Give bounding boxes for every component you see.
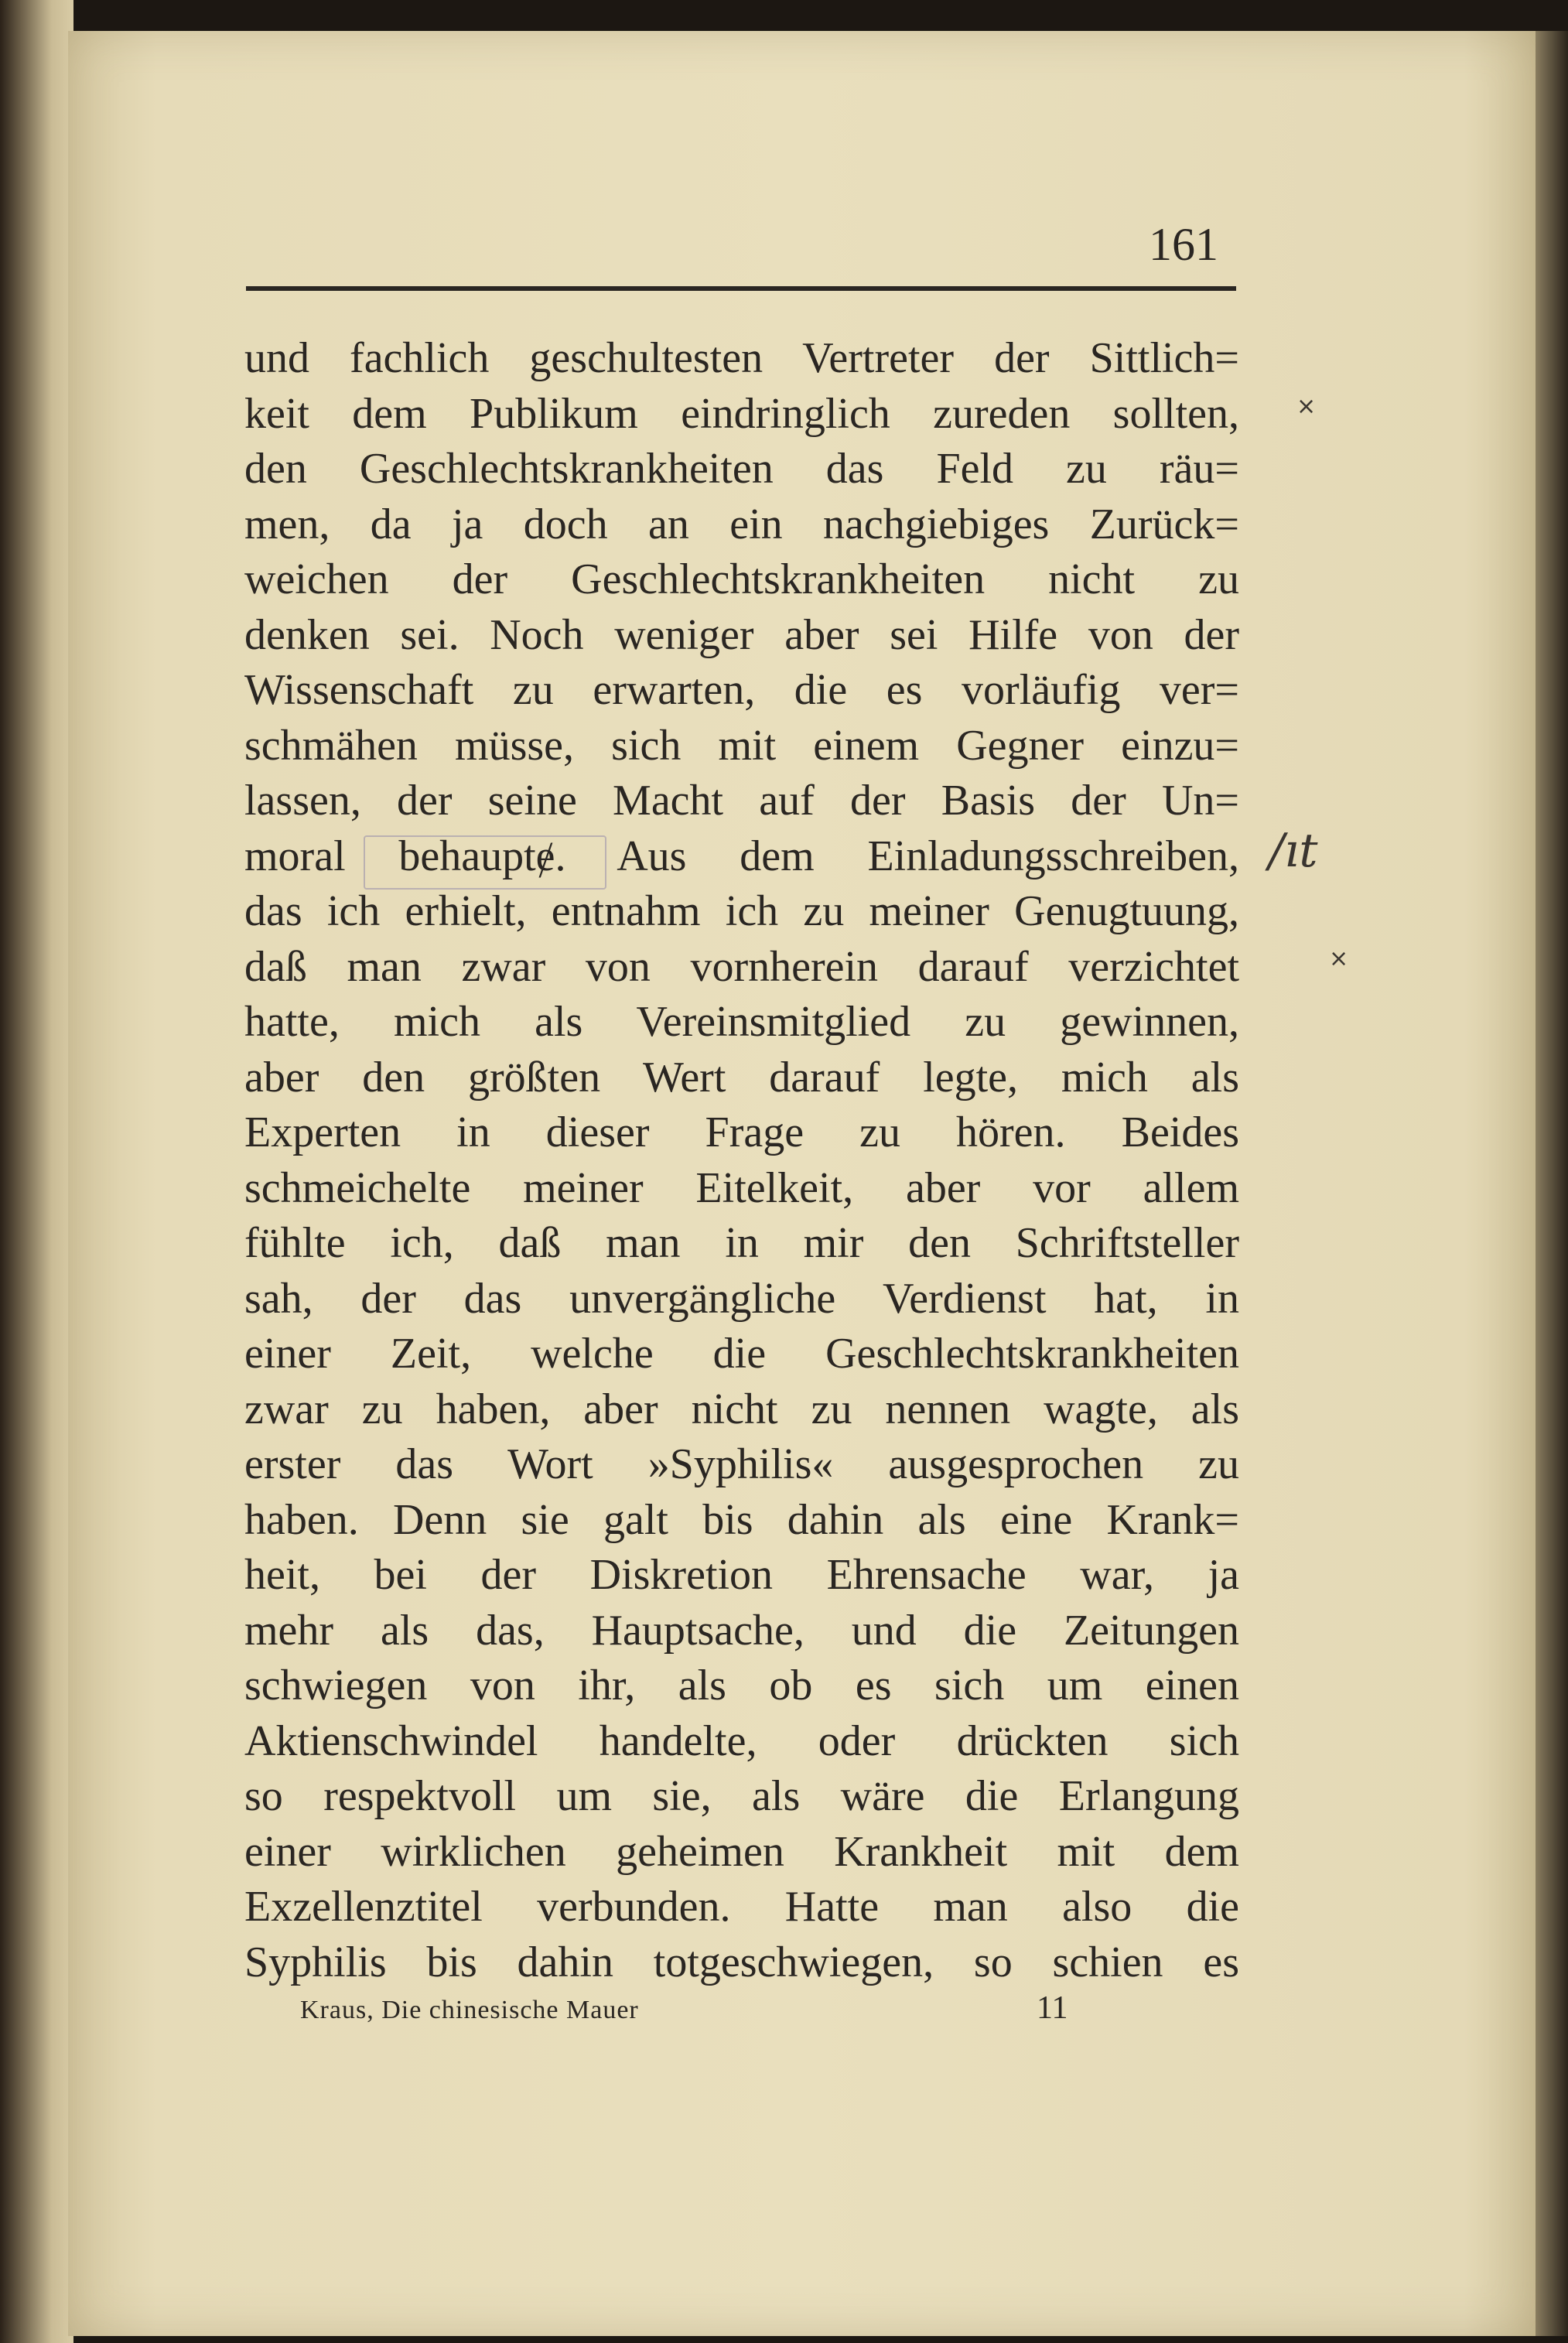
text-line: schmeichelte meiner Eitelkeit, aber vor allem <box>244 1163 1239 1212</box>
text-line: haben. Denn sie galt bis dahin als eine Krank= <box>244 1495 1239 1544</box>
text-line: Exzellenztitel verbunden. Hatte man also die <box>244 1883 1239 1931</box>
margin-x-mark: × <box>1329 945 1349 972</box>
book-spine <box>0 0 73 2343</box>
page-edge <box>1536 31 1568 2336</box>
text-line: und fachlich geschultesten Vertreter der Sittlich= <box>244 334 1239 382</box>
text-line: men, da ja doch an ein nachgiebiges Zurück= <box>244 500 1239 548</box>
text-line: schwiegen von ihr, als ob es sich um einen <box>244 1662 1239 1709</box>
text-line: denken sei. Noch weniger aber sei Hilfe von der <box>244 610 1239 659</box>
text-line: einer wirklichen geheimen Krankheit mit dem <box>244 1827 1239 1876</box>
text-line: Aktienschwindel handelte, oder drückten sich <box>244 1716 1239 1765</box>
margin-correction-mark: /ıt <box>1269 824 1318 878</box>
text-line: moral behauptɇ. Aus dem Einladungsschreiben, <box>244 832 1239 880</box>
footer-sheet-number: 11 <box>1037 1990 1068 2026</box>
text-line: das ich erhielt, entnahm ich zu meiner Genugtuung, <box>244 887 1239 935</box>
text-line: weichen der Geschlechtskrankheiten nicht zu <box>244 555 1239 603</box>
text-line: daß man zwar von vornherein darauf verzichtet <box>244 942 1239 991</box>
text-line: lassen, der seine Macht auf der Basis der Un= <box>244 777 1239 825</box>
text-line: so respektvoll um sie, als wäre die Erlangung <box>244 1772 1239 1820</box>
text-line: den Geschlechtskrankheiten das Feld zu räu= <box>244 445 1239 493</box>
text-line: fühlte ich, daß man in mir den Schriftsteller <box>244 1219 1239 1267</box>
text-line: Experten in dieser Frage zu hören. Beides <box>244 1108 1239 1156</box>
text-line: Wissenschaft zu erwarten, die es vorläufig ver= <box>244 666 1239 714</box>
page-number: 161 <box>1149 219 1218 270</box>
text-line: Syphilis bis dahin totgeschwiegen, so schien es <box>244 1938 1239 1986</box>
margin-x-mark: × <box>1296 393 1317 420</box>
text-line: sah, der das unvergängliche Verdienst hat, in <box>244 1274 1239 1323</box>
text-line: mehr als das, Hauptsache, und die Zeitungen <box>244 1606 1239 1655</box>
text-line: hatte, mich als Vereinsmitglied zu gewinnen, <box>244 998 1239 1046</box>
text-line: erster das Wort »Syphilis« ausgesprochen zu <box>244 1440 1239 1488</box>
correction-highlight <box>364 835 606 890</box>
text-line: keit dem Publikum eindringlich zureden sollten, <box>244 389 1239 438</box>
text-line: heit, bei der Diskretion Ehrensache war, ja <box>244 1551 1239 1599</box>
text-line: schmähen müsse, sich mit einem Gegner einzu= <box>244 721 1239 770</box>
footer-signature: Kraus, Die chinesische Mauer <box>300 1996 639 2024</box>
body-text <box>244 331 1239 1990</box>
text-line: einer Zeit, welche die Geschlechtskrankheiten <box>244 1330 1239 1378</box>
text-line: aber den größten Wert darauf legte, mich als <box>244 1053 1239 1101</box>
text-line: zwar zu haben, aber nicht zu nennen wagte, als <box>244 1385 1239 1433</box>
header-rule <box>246 286 1236 291</box>
